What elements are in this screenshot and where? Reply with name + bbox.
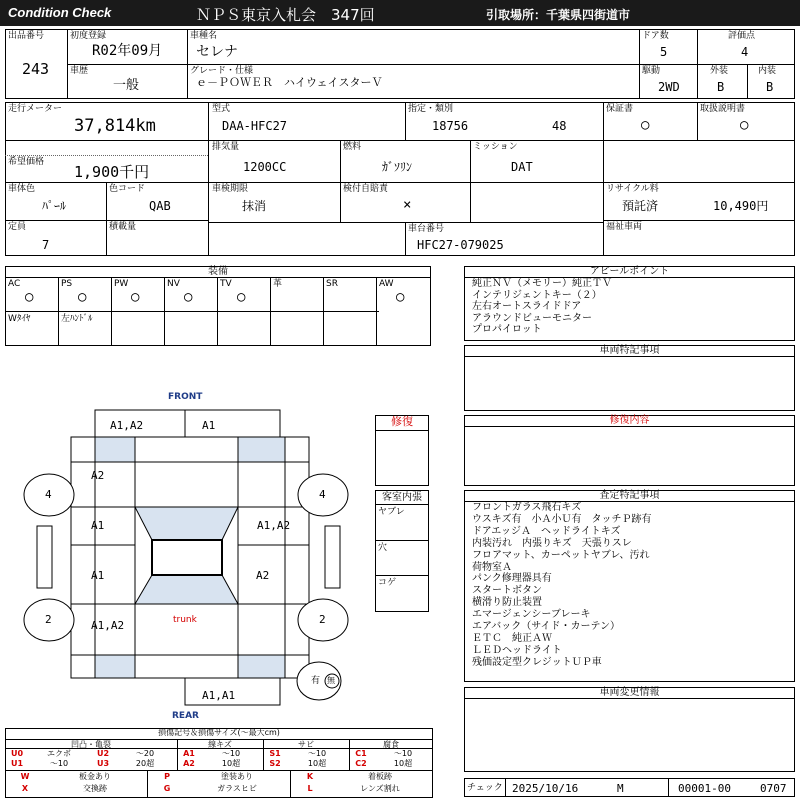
mark-fender-fl: A2: [91, 469, 105, 482]
front-label: FRONT: [168, 392, 203, 402]
score-label: 評価点: [728, 31, 756, 41]
legend-symbol-desc: 交換跡: [83, 784, 107, 793]
type: DAA-HFC27: [222, 119, 288, 133]
model-name-label: 車種名: [190, 31, 218, 41]
score: 4: [741, 45, 749, 59]
check-num: 0707: [760, 782, 787, 795]
equipment-mark: ○: [25, 289, 34, 305]
fuel: ｶﾞｿﾘﾝ: [382, 160, 413, 174]
equipment-header: PS: [61, 279, 73, 289]
inspector-note-line: 内装汚れ 内張りキズ 天張りスレ: [472, 537, 632, 549]
equipment-mark: ○: [78, 289, 87, 305]
legend-desc: エクボ: [47, 749, 71, 758]
mark-door-fr: A1,A2: [257, 519, 291, 532]
check-code: 00001-00: [678, 782, 731, 795]
spare-label: 有: [311, 676, 321, 686]
legend-desc: 10超: [393, 759, 413, 768]
manual: ○: [740, 117, 749, 133]
liability: ×: [403, 197, 412, 213]
mark-front-bumper-right: A1: [202, 419, 216, 432]
inspection: 抹消: [242, 199, 267, 213]
recycle-status: 預託済: [622, 199, 659, 213]
check-mark: M: [617, 782, 624, 795]
price-label: 希望価格: [8, 157, 45, 167]
warranty: ○: [641, 117, 650, 133]
appeal-line: 純正ＮＶ（メモリー）純正ＴＶ: [472, 278, 612, 289]
check-label: チェック: [467, 783, 503, 793]
legend-code: A2: [183, 759, 195, 768]
cabin-title: 客室内張: [382, 492, 422, 503]
mark-door-rl: A1: [91, 569, 105, 582]
equipment-extra: 左ﾊﾝﾄﾞﾙ: [61, 314, 93, 324]
inspector-note-line: エマージェンシーブレーキ: [472, 609, 591, 621]
mileage-label: 走行メーター: [8, 104, 63, 114]
equipment-mark: ○: [396, 289, 405, 305]
rear-label: REAR: [172, 711, 199, 721]
equipment-box: [5, 266, 431, 346]
legend-symbol-code: W: [20, 772, 30, 781]
displacement: 1200CC: [243, 160, 287, 174]
appeal-title: アピールポイント: [589, 266, 670, 277]
capacity-label: 定員: [8, 222, 27, 232]
mark-door-fl: A1: [91, 519, 105, 532]
color-label: 車体色: [8, 184, 36, 194]
legend-code: A1: [183, 749, 195, 758]
legend-symbol-desc: 着板跡: [368, 772, 392, 781]
equipment-extra: Wﾀｲﾔ: [8, 314, 31, 324]
legend-code: U1: [10, 759, 24, 768]
legend-group: 線キズ: [208, 740, 232, 749]
inspector-note-line: フロアマット、カーペットヤブレ、汚れ: [472, 549, 650, 561]
equipment-header: 革: [273, 279, 283, 289]
inspector-note-line: ＬＥＤヘッドライト: [472, 644, 562, 656]
brand-title: Condition Check: [8, 5, 112, 20]
equipment-mark: ○: [131, 289, 140, 305]
inspector-note-line: ＥＴＣ 純正ＡＷ: [472, 632, 552, 644]
legend-code: C1: [355, 749, 367, 758]
car-damage-diagram: [0, 380, 375, 725]
inspector-note-line: 残価設定型クレジットＵＰ車: [472, 656, 602, 668]
warranty-label: 保証書: [606, 104, 634, 114]
check-date: 2025/10/16: [512, 782, 579, 795]
appeal-line: インテリジェントキー（２）: [472, 289, 602, 301]
inspector-title: 査定特記事項: [599, 490, 660, 501]
legend-desc: 10超: [307, 759, 327, 768]
header-bar: [0, 0, 800, 26]
equipment-header: SR: [326, 279, 338, 289]
equipment-title: 装備: [208, 266, 228, 277]
manual-label: 取扱説明書: [700, 104, 746, 114]
legend-symbol-code: X: [21, 784, 29, 793]
welfare-label: 福祉車両: [606, 222, 643, 232]
fuel-label: 燃料: [343, 142, 362, 152]
designation: 18756: [432, 119, 469, 133]
legend-symbol-code: L: [307, 784, 313, 793]
legend-symbol-desc: 塗装あり: [221, 772, 253, 781]
legend-desc: 〜20: [135, 749, 155, 758]
auction-title: ＮＰＳ東京入札会 347回: [196, 6, 375, 24]
model-name: セレナ: [196, 44, 238, 60]
inspector-note-line: 横滑り防止装置: [472, 597, 542, 609]
legend-code: U3: [96, 759, 110, 768]
change-info-title: 車両変更情報: [599, 687, 660, 698]
equipment-header: TV: [220, 279, 232, 289]
designation-label: 指定・類別: [408, 104, 454, 114]
category: 48: [552, 119, 567, 133]
first-reg: R02年09月: [92, 43, 163, 59]
appeal-line: 左右オートスライドドア: [472, 301, 582, 312]
inspector-note-line: エアバック（サイド・カーテン）: [472, 621, 620, 633]
history-label: 車歴: [70, 66, 89, 76]
legend-symbol-code: P: [164, 772, 170, 781]
inspection-label: 車検期限: [212, 184, 249, 194]
legend-code: S2: [269, 759, 281, 768]
exterior-label: 外装: [710, 66, 729, 76]
equipment-header: PW: [114, 279, 129, 289]
chassis-label: 車台番号: [408, 224, 445, 234]
legend-group: 凹凸・亀裂: [71, 740, 111, 749]
load-label: 積載量: [109, 222, 137, 232]
exterior: B: [717, 80, 725, 94]
mission: DAT: [511, 160, 533, 174]
equipment-mark: ○: [184, 289, 193, 305]
legend-code: U2: [96, 749, 110, 758]
mark-tire-fr: 4: [319, 488, 326, 501]
repair-content-title: 修復内容: [609, 415, 650, 426]
displacement-label: 排気量: [212, 142, 240, 152]
doors-label: ドア数: [642, 31, 669, 41]
legend-desc: 〜10: [49, 759, 69, 768]
legend-desc: 〜10: [307, 749, 327, 758]
repair-label: 修復: [391, 415, 413, 428]
inspector-note-line: スタートボタン: [472, 585, 542, 597]
price: 1,900千円: [74, 163, 150, 181]
legend-title: 損傷記号＆損傷サイズ(〜最大cm): [158, 728, 280, 737]
legend-code: C2: [355, 759, 367, 768]
appeal-line: プロパイロット: [472, 324, 542, 335]
equipment-header: NV: [167, 279, 180, 289]
inspector-note-line: ウスキズ有 小Ａ小Ｕ有 タッチＰ跡有: [472, 513, 652, 525]
inspector-note-line: フロントガラス飛石キズ: [472, 502, 582, 513]
mission-label: ミッション: [473, 142, 518, 152]
inspector-note-line: ドアエッジＡ ヘッドライトキズ: [472, 525, 621, 537]
mark-front-bumper-left: A1,A2: [110, 419, 144, 432]
type-label: 型式: [212, 104, 231, 114]
lot-number: 243: [22, 60, 50, 78]
legend-desc: 20超: [135, 759, 155, 768]
mark-quarter-rl: A1,A2: [91, 619, 125, 632]
drive-label: 駆動: [642, 66, 661, 76]
history: 一般: [113, 78, 140, 93]
interior: B: [766, 80, 774, 94]
recycle-amount: 10,490円: [713, 199, 769, 213]
mark-tire-rl: 2: [45, 613, 52, 626]
trunk-label: trunk: [173, 615, 197, 625]
recycle-label: リサイクル料: [606, 184, 659, 194]
legend-symbol-code: K: [306, 772, 314, 781]
pickup-location: 引取場所：千葉県四街道市: [486, 8, 631, 22]
drive: 2WD: [658, 80, 680, 94]
grade: ｅ－ＰＯＷＥＲ ハイウェイスターＶ: [196, 76, 383, 89]
legend-symbol-code: G: [163, 784, 171, 793]
cabin-item-tear: ヤブレ: [378, 507, 405, 517]
grade-label: グレード・仕様: [190, 66, 254, 76]
interior-label: 内装: [758, 66, 777, 76]
cabin-item-hole: 穴: [378, 543, 388, 553]
equipment-header: AW: [379, 279, 394, 289]
color-code-label: 色コード: [109, 184, 146, 194]
mark-door-rr: A2: [256, 569, 270, 582]
legend-symbol-desc: ガラスヒビ: [217, 784, 257, 793]
legend-desc: 10超: [221, 759, 241, 768]
color: ﾊﾟｰﾙ: [42, 199, 67, 213]
legend-group: 腐食: [383, 740, 399, 749]
mark-rear-bumper: A1,A1: [202, 689, 236, 702]
color-code: QAB: [149, 199, 171, 213]
equipment-mark: ○: [237, 289, 246, 305]
doors: 5: [660, 45, 668, 59]
legend-desc: 〜10: [393, 749, 413, 758]
legend-code: S1: [269, 749, 281, 758]
chassis: HFC27-079025: [417, 238, 504, 252]
appeal-line: アラウンドビューモニター: [472, 312, 592, 324]
equipment-header: AC: [8, 279, 21, 289]
special-title: 車両特記事項: [599, 345, 660, 356]
inspector-note-line: 荷物室Ａ: [472, 561, 512, 573]
legend-group: サビ: [298, 740, 314, 749]
mileage: 37,814km: [74, 116, 156, 136]
legend-desc: 〜10: [221, 749, 241, 758]
liability-label: 検付自賠責: [343, 184, 389, 194]
lot-label: 出品番号: [8, 31, 45, 41]
capacity: 7: [42, 238, 50, 252]
mark-tire-rr: 2: [319, 613, 326, 626]
first-reg-label: 初度登録: [70, 31, 107, 41]
legend-code: U0: [10, 749, 24, 758]
inspector-note-line: パンク修理器具有: [472, 573, 552, 585]
change-info-box: [464, 687, 795, 772]
legend-symbol-desc: レンズ割れ: [360, 784, 400, 793]
cabin-item-burn: コゲ: [378, 578, 397, 588]
legend-symbol-desc: 板金あり: [79, 772, 111, 781]
spare-mark: 無: [327, 676, 335, 685]
mark-tire-fl: 4: [45, 488, 52, 501]
